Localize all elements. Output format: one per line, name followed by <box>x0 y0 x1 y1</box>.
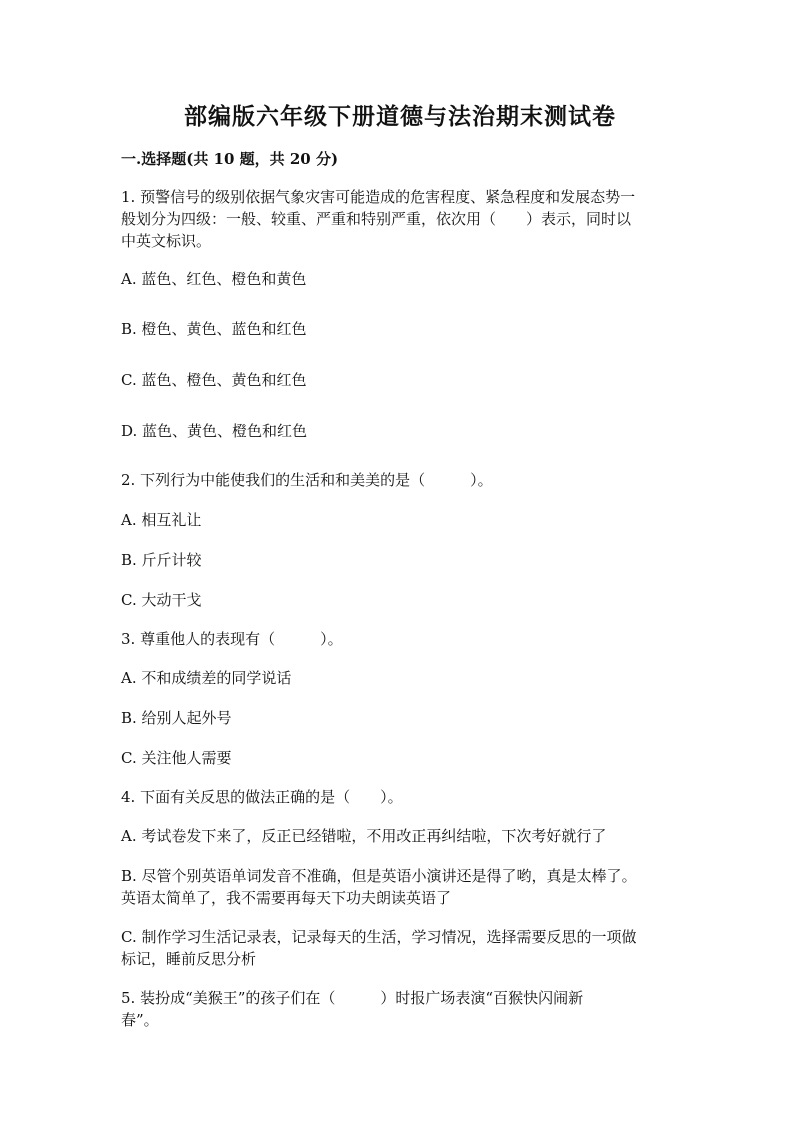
question-4-stem: 4. 下面有关反思的做法正确的是（ ）。 <box>121 788 403 806</box>
question-3-stem: 3. 尊重他人的表现有（ ）。 <box>121 630 343 648</box>
question-5-stem-line-1: 5. 装扮成“美猴王”的孩子们在（ ）时报广场表演“百猴快闪闹新 <box>121 989 584 1007</box>
question-1-option-c: C. 蓝色、橙色、黄色和红色 <box>121 371 307 389</box>
question-3-option-b: B. 给别人起外号 <box>121 709 232 727</box>
question-2-option-b: B. 斤斤计较 <box>121 551 202 569</box>
question-4-option-c-line-1: C. 制作学习生活记录表，记录每天的生活，学习情况，选择需要反思的一项做 <box>121 928 637 946</box>
question-4-option-b-line-1: B. 尽管个别英语单词发音不准确，但是英语小演讲还是得了哟，真是太棒了。 <box>121 867 637 885</box>
question-1-option-d: D. 蓝色、黄色、橙色和红色 <box>121 422 308 440</box>
question-1-stem-line-3: 中英文标识。 <box>121 232 212 250</box>
question-5-stem-line-2: 春”。 <box>121 1011 159 1029</box>
question-4-option-a: A. 考试卷发下来了，反正已经错啦，不用改正再纠结啦，下次考好就行了 <box>121 827 607 845</box>
question-1-option-b: B. 橙色、黄色、蓝色和红色 <box>121 320 307 338</box>
question-2-stem: 2. 下列行为中能使我们的生活和和美美的是（ ）。 <box>121 471 493 489</box>
page-title: 部编版六年级下册道德与法治期末测试卷 <box>184 103 616 130</box>
question-4-option-c-line-2: 标记，睡前反思分析 <box>121 950 257 968</box>
section-heading: 一.选择题(共 10 题，共 20 分) <box>121 150 339 168</box>
question-3-option-c: C. 关注他人需要 <box>121 749 232 767</box>
question-1-stem-line-2: 般划分为四级：一般、较重、严重和特别严重，依次用（ ）表示，同时以 <box>121 210 632 228</box>
question-1-option-a: A. 蓝色、红色、橙色和黄色 <box>121 270 307 288</box>
question-1-stem-line-1: 1. 预警信号的级别依据气象灾害可能造成的危害程度、紧急程度和发展态势一 <box>121 188 636 206</box>
question-4-option-b-line-2: 英语太简单了，我不需要再每天下功夫朗读英语了 <box>121 889 452 907</box>
question-2-option-a: A. 相互礼让 <box>121 511 202 529</box>
question-2-option-c: C. 大动干戈 <box>121 591 202 609</box>
question-3-option-a: A. 不和成绩差的同学说话 <box>121 669 292 687</box>
